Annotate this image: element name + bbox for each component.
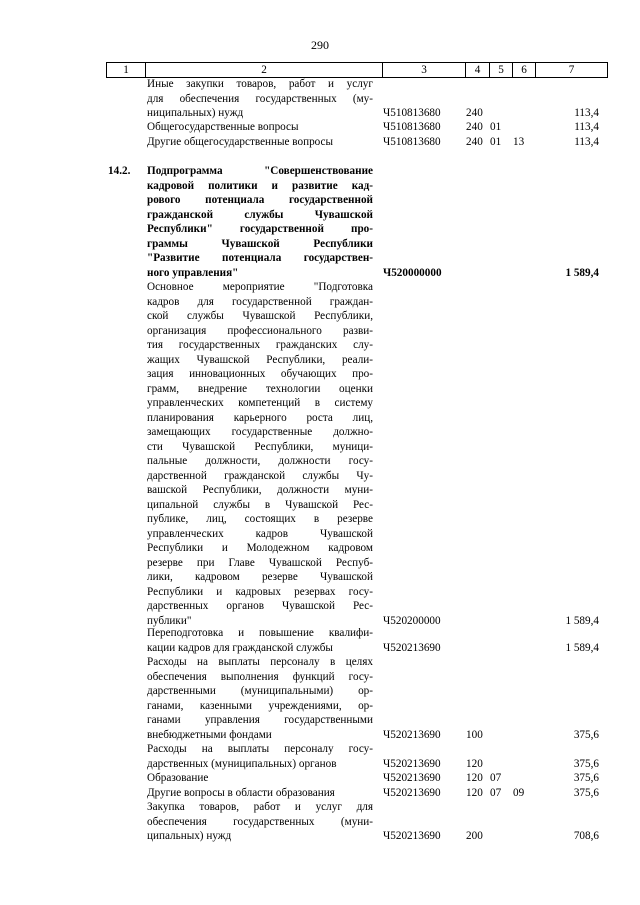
description-line: дарственных (муниципальных) органов [147, 757, 337, 770]
description-line: Общегосударственные вопросы [147, 121, 299, 133]
row-number: 14.2. [108, 165, 131, 177]
header-col-2: 2 [145, 63, 382, 77]
row-sum: 113,4 [574, 107, 599, 119]
header-col-6: 6 [512, 63, 535, 77]
description-line: дарственной гражданской службы Чу- [147, 469, 373, 482]
row-code: Ч520213690 [383, 728, 441, 741]
row-description [147, 800, 373, 844]
description-line: зация инновационных обучающих про- [147, 368, 373, 380]
description-line: внебюджетными фондами [147, 728, 272, 741]
description-line: Расходы на выплаты персоналу госу- [147, 743, 373, 755]
description-line: Подпрограмма "Совершенствование [147, 165, 373, 177]
description-line: ганами управления государственными [147, 714, 373, 726]
row-sum: 375,6 [573, 772, 599, 784]
row-description [147, 135, 373, 150]
description-line: дарственных органов Чувашской Рес- [147, 600, 373, 612]
row-code: Ч520000000 [383, 266, 442, 279]
description-line: "Развитие потенциала государствен- [147, 252, 373, 264]
description-line: обеспечения государственных (муни- [147, 815, 373, 828]
row-rz: 01 [490, 136, 502, 148]
row-sum: 1 589,4 [565, 266, 599, 279]
row-code: Ч510813680 [383, 107, 441, 119]
description-line: дарственными (муниципальными) ор- [147, 685, 373, 697]
row-description [147, 786, 373, 801]
description-line: организация профессионального разви- [147, 324, 373, 337]
row-sum: 708,6 [573, 830, 599, 842]
row-sum: 1 589,4 [565, 641, 599, 654]
row-pr: 09 [513, 787, 525, 799]
row-pr: 13 [513, 136, 525, 148]
description-line: управленческих компетенций в систему [147, 397, 373, 409]
table-header [106, 62, 608, 78]
header-col-1: 1 [106, 63, 145, 77]
description-line: сти Чувашской Республики, муници- [147, 440, 373, 453]
description-line: для обеспечения государственных (му- [147, 92, 373, 105]
row-sum: 113,4 [574, 136, 599, 148]
row-description [147, 626, 373, 655]
description-line: вашской Республики, должности муни- [147, 484, 373, 496]
description-line: Республики и кадровых резервах госу- [147, 585, 373, 598]
description-line: жащих Чувашской Республики, реали- [147, 353, 373, 366]
row-code: Ч520213690 [383, 757, 441, 770]
description-line: кации кадров для гражданской службы [147, 641, 333, 654]
description-line: ской службы Чувашской Республики, [147, 310, 373, 322]
description-line: Республики и Молодежном кадровом [147, 542, 373, 554]
row-code: Ч520213690 [383, 641, 441, 654]
description-line: Другие вопросы в области образования [147, 787, 335, 799]
row-code: Ч520213690 [383, 787, 441, 799]
description-line: управленческих кадров Чувашской [147, 527, 373, 540]
description-line: Образование [147, 772, 209, 784]
description-line: публики" [147, 614, 192, 627]
row-vr: 240 [466, 121, 483, 133]
row-rz: 07 [490, 772, 502, 784]
row-sum: 1 589,4 [565, 614, 599, 627]
header-col-4: 4 [465, 63, 489, 77]
description-line: тия государственных гражданских слу- [147, 339, 373, 351]
row-vr: 120 [466, 787, 483, 799]
header-col-3: 3 [382, 63, 465, 77]
row-vr: 240 [466, 136, 483, 148]
description-line: ганами, казенными учреждениями, ор- [147, 699, 373, 712]
description-line: ного управления" [147, 266, 239, 279]
row-sum: 375,6 [573, 728, 599, 741]
description-line: лики, кадровом резерве Чувашской [147, 571, 373, 583]
row-vr: 120 [466, 757, 483, 770]
row-vr: 100 [466, 728, 483, 741]
description-line: грамм, внедрение технологии оценки [147, 382, 373, 395]
row-sum: 113,4 [574, 121, 599, 133]
row-description [147, 77, 373, 121]
description-line: ниципальных) нужд [147, 107, 244, 119]
row-vr: 120 [466, 772, 483, 784]
row-vr: 200 [466, 830, 483, 842]
row-description [147, 655, 373, 742]
row-code: Ч510813680 [383, 121, 441, 133]
description-line: кадров для государственной граждан- [147, 295, 373, 308]
row-code: Ч510813680 [383, 136, 441, 148]
description-line: ципальной службы в Чувашской Рес- [147, 498, 373, 511]
row-sum: 375,6 [573, 787, 599, 799]
page-number: 290 [311, 38, 329, 52]
description-line: рового потенциала государственной [147, 194, 373, 206]
description-line: обеспечения выполнения функций госу- [147, 670, 373, 683]
description-line: кадровой политики и развитие кад- [147, 179, 373, 192]
row-code: Ч520213690 [383, 830, 441, 842]
description-line: Республики" государственной про- [147, 223, 373, 235]
description-line: публике, лиц, состоящих в резерве [147, 513, 373, 525]
description-line: Основное мероприятие "Подготовка [147, 281, 373, 293]
description-line: Закупка товаров, работ и услуг для [147, 801, 373, 813]
description-line: планирования карьерного роста лиц, [147, 411, 373, 424]
description-line: гражданской службы Чувашской [147, 208, 373, 221]
row-description [147, 164, 373, 280]
row-code: Ч520213690 [383, 772, 441, 784]
row-rz: 01 [490, 121, 502, 133]
row-description [147, 280, 373, 628]
row-sum: 375,6 [573, 757, 599, 770]
row-description [147, 120, 373, 135]
description-line: Иные закупки товаров, работ и услуг [147, 78, 373, 90]
description-line: пальные должности, должности госу- [147, 455, 373, 467]
row-rz: 07 [490, 787, 502, 799]
description-line: Расходы на выплаты персоналу в целях [147, 656, 373, 668]
description-line: ципальных) нужд [147, 830, 232, 842]
row-code: Ч520200000 [383, 614, 441, 627]
description-line: резерве при Главе Чувашской Респуб- [147, 556, 373, 569]
description-line: Другие общегосударственные вопросы [147, 136, 334, 148]
description-line: замещающих государственные должно- [147, 426, 373, 438]
row-description [147, 742, 373, 771]
header-col-7: 7 [535, 63, 608, 77]
header-col-5: 5 [489, 63, 512, 77]
row-description [147, 771, 373, 786]
description-line: граммы Чувашской Республики [147, 237, 373, 250]
row-vr: 240 [466, 107, 483, 119]
description-line: Переподготовка и повышение квалифи- [147, 627, 373, 639]
